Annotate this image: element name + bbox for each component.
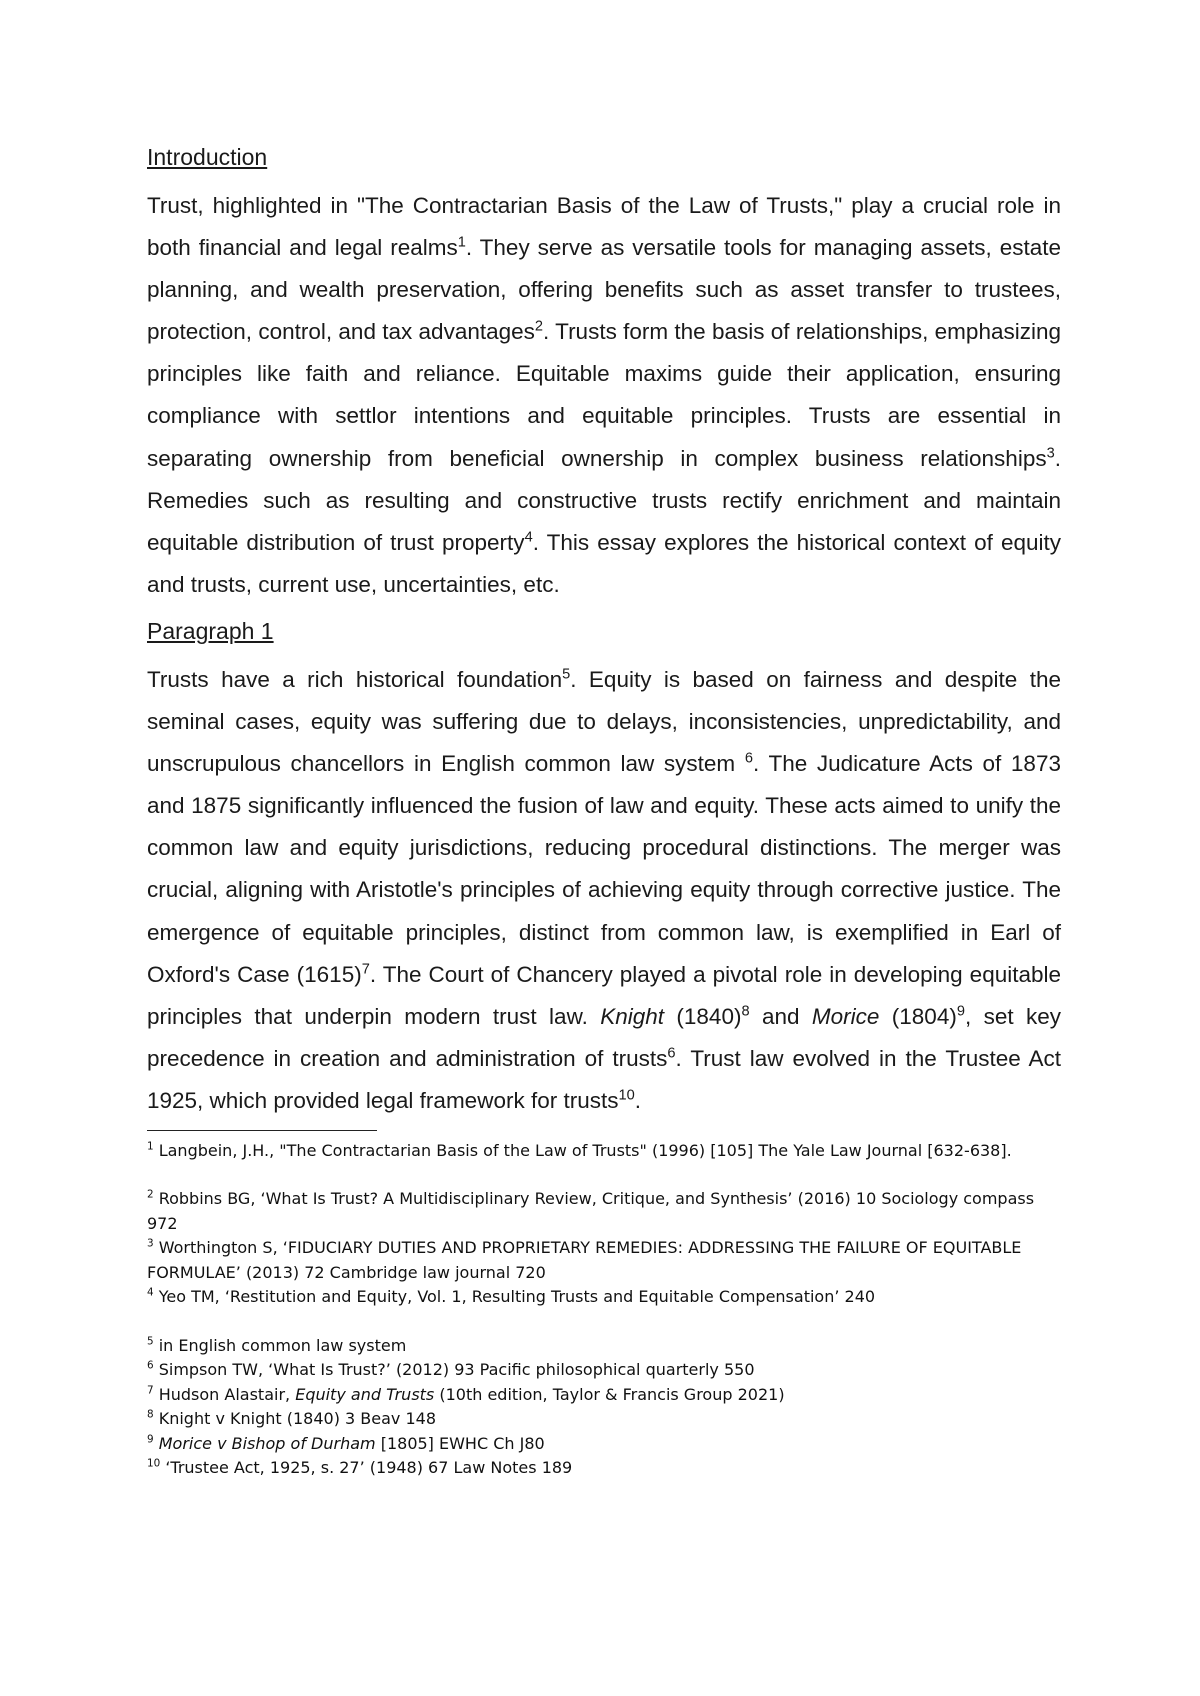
footnote-ref[interactable]: 3 — [1046, 445, 1055, 462]
footnote-ref[interactable]: 8 — [741, 1003, 750, 1020]
footnote-8: $^8$ Knight v Knight (1840) 3 Beav 148 — [147, 1409, 437, 1429]
paragraph-1-body: Trusts have a rich historical foundation$^5$. Equity is based on fairness and despite the seminal cases, equity was suffering due to delays, inconsistencies, unpredictability, and unscrupulous chancellors in English common law system $^6$. The Judicature Acts of 1873 and 1875 significantly influenced the fusion of law and equity. These acts aimed to unify the common law and equity jurisdictions, reducing procedural distinctions. The merger was crucial, aligning with Aristotle's principles of achieving equity through corrective justice. The emergence of equitable principles, distinct from common law, is exemplified in Earl of Oxford's Case $(1615)^7$. The Court of Chancery played a pivotal role in developing equitable principles that underpin modern trust law. Knight $(1840)^8$ and Morice $(1804)^9$, set key precedence in creation and administration of trusts$^6$. Trust law evolved in the Trustee Act 1925, which provided legal framework for trusts$^{10}$. — [147, 666, 1062, 1113]
footnote-ref[interactable]: 4 — [524, 529, 533, 546]
footnote-6: $^6$ Simpson TW, ‘What Is Trust?’ (2012) 93 Pacific philosophical quarterly 550 — [147, 1360, 755, 1380]
footnote-spacer — [147, 1310, 1061, 1334]
footnote-ref[interactable]: 6 — [744, 750, 753, 767]
footnote-5: $^5$ in English common law system — [147, 1335, 407, 1355]
footnote-9: $^9$ Morice v Bishop of Durham [1805] EWHC Ch J80 — [147, 1433, 545, 1453]
footnote-ref[interactable]: 2 — [534, 318, 544, 335]
document-body — [147, 140, 1061, 1481]
footnote-1: $^1$ Langbein, J.H., "The Contractarian Basis of the Law of Trusts" (1996) [105] The Yale Law Journal [632-638]. — [147, 1140, 1012, 1160]
footnote-ref[interactable]: 5 — [562, 666, 571, 683]
footnote-separator — [147, 1130, 377, 1131]
case-name: Morice — [811, 1003, 880, 1029]
footnote-ref[interactable]: 9 — [956, 1003, 965, 1020]
footnote-ref[interactable]: 10 — [618, 1087, 635, 1104]
footnote-2: $^2$ Robbins BG, ‘What Is Trust? A Multidisciplinary Review, Critique, and Synthesis’ (2016) 10 Sociology compass 972 — [147, 1189, 1035, 1233]
case-name: Knight — [600, 1003, 665, 1029]
footnote-4: $^4$ Yeo TM, ‘Restitution and Equity, Vol. 1, Resulting Trusts and Equitable Compensation’ 240 — [147, 1287, 876, 1307]
footnote-ref[interactable]: 6 — [667, 1045, 676, 1062]
footnote-10: $^{10}$ ‘Trustee Act, 1925, s. 27’ (1948) 67 Law Notes 189 — [147, 1458, 573, 1478]
footnote-ref[interactable]: 7 — [361, 961, 370, 978]
footnote-7: $^7$ Hudson Alastair, Equity and Trusts (10th edition, Taylor & Francis Group 2021) — [147, 1384, 785, 1404]
paragraph-1-heading: Paragraph 1 — [147, 617, 274, 644]
footnote-ref[interactable]: 1 — [457, 234, 466, 251]
footnote-3: $^3$ Worthington S, ‘FIDUCIARY DUTIES AND PROPRIETARY REMEDIES: ADDRESSING THE FAILURE OF EQUITABLE FORMULAE’ (2013) 72 Cambridge law journal 720 — [147, 1238, 1022, 1282]
footnote-spacer — [147, 1163, 1061, 1187]
footnotes — [147, 1139, 1061, 1481]
introduction-heading: Introduction — [147, 144, 268, 170]
introduction-paragraph: Trust, highlighted in "The Contractarian Basis of the Law of Trusts," play a crucial role in both financial and legal realms$^1$. They serve as versatile tools for managing assets, estate planning, and wealth preservation, offering benefits such as asset transfer to trustees, protection, control, and tax advantages$^2$. Trusts form the basis of relationships, emphasizing principles like faith and reliance. Equitable maxims guide their application, ensuring compliance with settlor intentions and equitable principles. Trusts are essential in separating ownership from beneficial ownership in complex business relationships$^3$. Remedies such as resulting and constructive trusts rectify enrichment and maintain equitable distribution of trust property$^4$. This essay explores the historical context of equity and trusts, current use, uncertainties, etc. — [147, 193, 1062, 597]
